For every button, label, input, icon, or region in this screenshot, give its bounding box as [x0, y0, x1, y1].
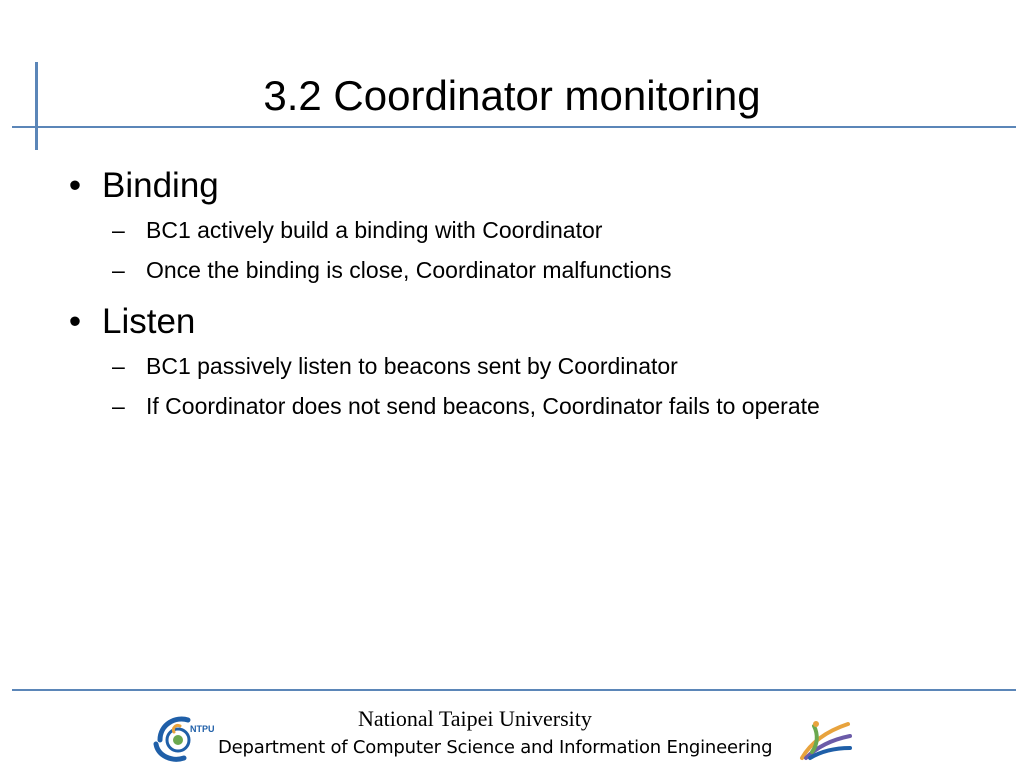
footer: [0, 692, 1024, 768]
ntpu-logo-label: NTPU: [190, 724, 215, 734]
sub-list: [60, 346, 1000, 426]
bullet-text: Listen: [102, 302, 196, 341]
footer-divider-line: [12, 689, 1016, 691]
bullet-marker: •: [68, 166, 82, 205]
bullet-binding: [60, 162, 1000, 210]
university-name: National Taipei University: [358, 706, 592, 731]
sub-item: [60, 250, 1000, 290]
bullet-group-listen: [60, 298, 1000, 426]
slide-title: 3.2 Coordinator monitoring: [263, 72, 761, 119]
sub-item: [60, 210, 1000, 250]
sub-item-text: Once the binding is close, Coordinator malfunctions: [146, 257, 672, 283]
sub-marker: –: [112, 393, 125, 419]
sub-item-text: If Coordinator does not send beacons, Coordinator fails to operate: [146, 393, 820, 419]
bullet-marker: •: [68, 302, 82, 341]
sub-item: [60, 386, 1000, 426]
sub-item-text: BC1 actively build a binding with Coordinator: [146, 217, 603, 243]
sub-marker: –: [112, 353, 125, 379]
bullet-group-binding: [60, 162, 1000, 290]
sub-marker: –: [112, 257, 125, 283]
title-accent-horizontal-line: [12, 126, 1016, 128]
department-name: Department of Computer Science and Information Engineering: [218, 737, 773, 758]
ntpu-logo-icon: [150, 710, 215, 764]
department-logo-icon: [796, 716, 854, 762]
slide-content: [60, 158, 1000, 426]
bullet-text: Binding: [102, 166, 219, 205]
sub-item-text: BC1 passively listen to beacons sent by Coordinator: [146, 353, 678, 379]
sub-marker: –: [112, 217, 125, 243]
sub-list: [60, 210, 1000, 290]
sub-item: [60, 346, 1000, 386]
bullet-listen: [60, 298, 1000, 346]
